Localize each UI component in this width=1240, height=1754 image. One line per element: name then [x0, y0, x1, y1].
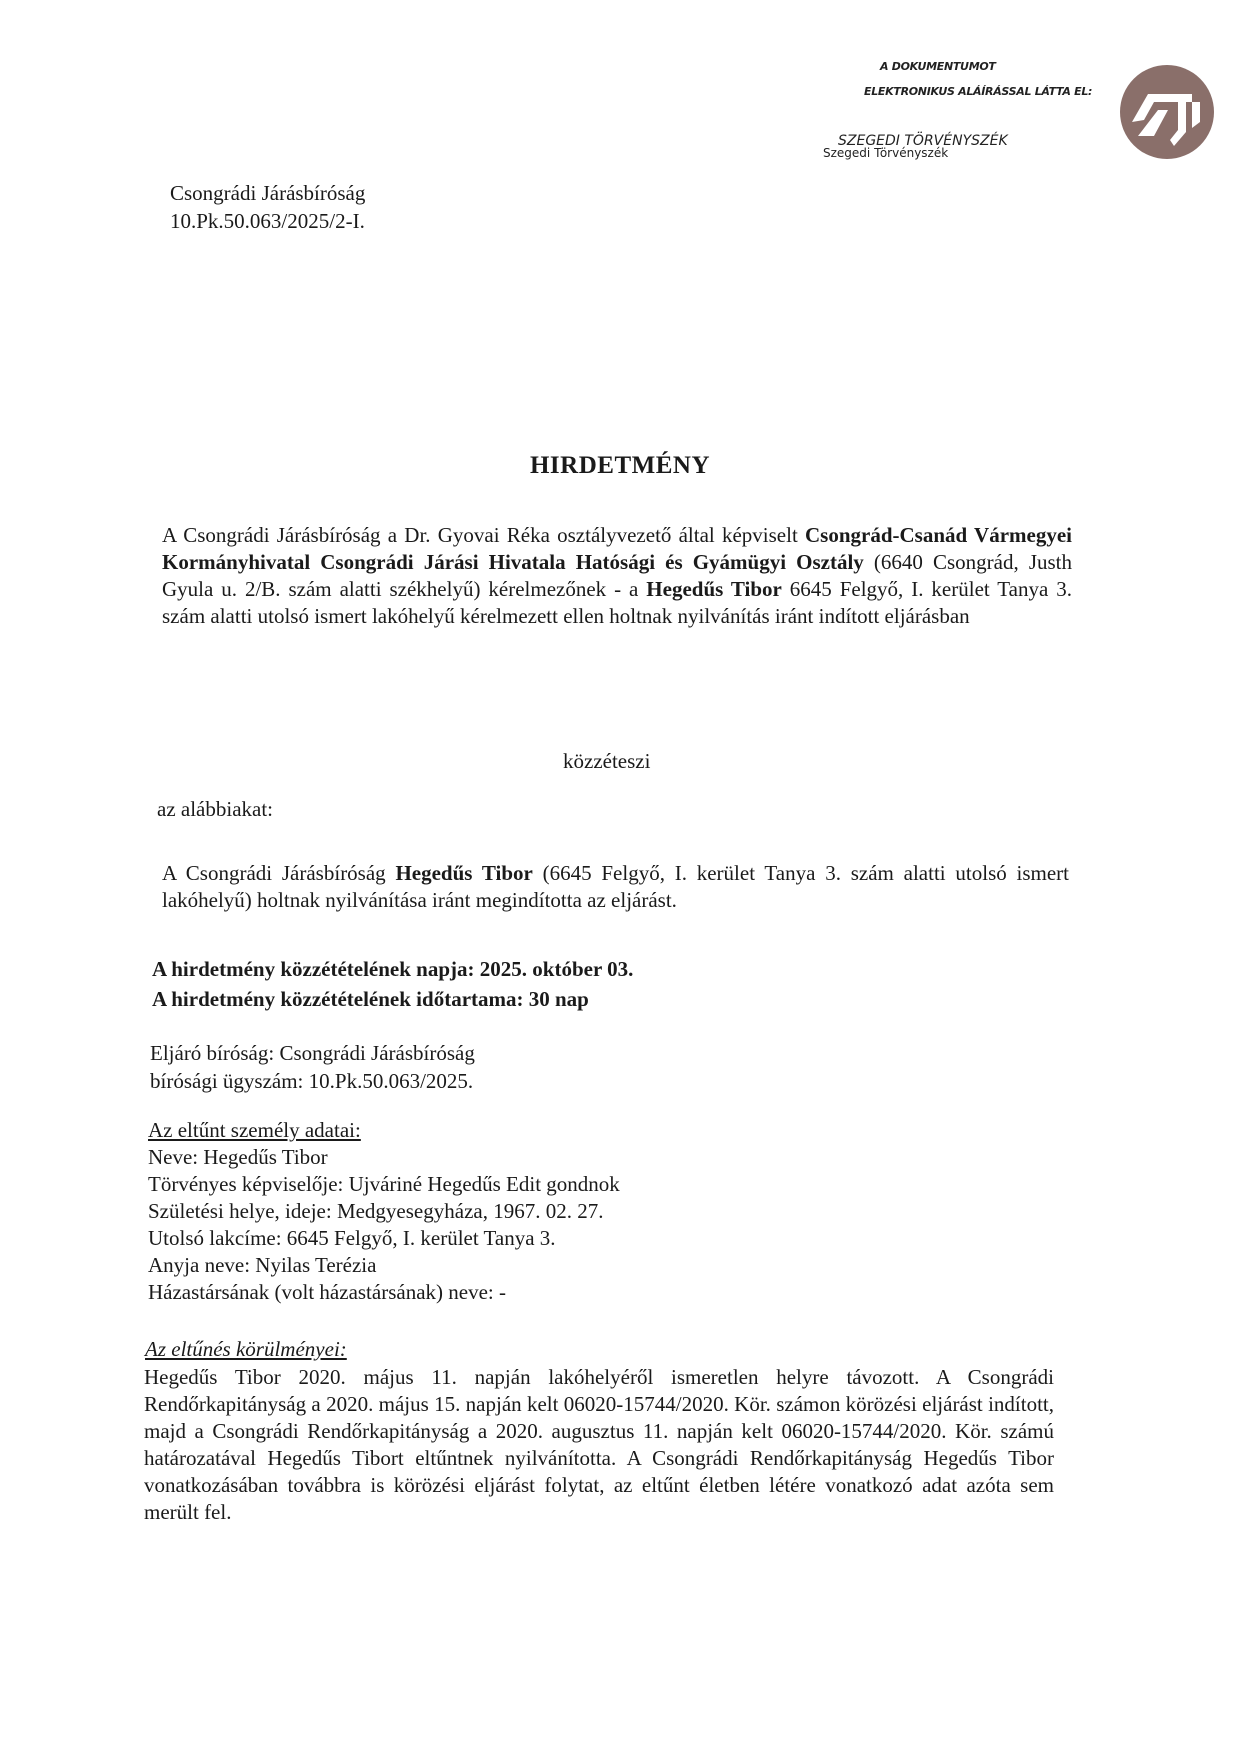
- intro-text-2: (6640 Csongrád, Justh Gyula u. 2/B. szám alatti székhelyű) kérelmezőnek - a: [162, 550, 1072, 601]
- person-birth: Születési helye, ideje: Medgyesegyháza, 1967. 02. 27.: [148, 1199, 604, 1223]
- person-mother: Anyja neve: Nyilas Terézia: [148, 1253, 377, 1277]
- person-spouse: Házastársának (volt házastársának) neve: -: [148, 1280, 506, 1304]
- stamp-court-lower: Szegedi Törvényszék: [823, 146, 949, 160]
- stamp-line-1: A DOKUMENTUMOT: [880, 60, 996, 73]
- announcement-person: Hegedűs Tibor: [395, 861, 533, 885]
- case-number: 10.Pk.50.063/2025/2-I.: [170, 209, 365, 233]
- person-heading: Az eltűnt személy adatai:: [148, 1118, 361, 1142]
- proceeding-case: bírósági ügyszám: 10.Pk.50.063/2025.: [150, 1069, 474, 1093]
- intro-text-1: A Csongrádi Járásbíróság a Dr. Gyovai Réka osztályvezető által képviselt: [162, 523, 805, 547]
- court-name: Csongrádi Járásbíróság: [170, 181, 366, 205]
- stamp-court-upper: SZEGEDI TÖRVÉNYSZÉK: [838, 133, 1008, 149]
- person-name: Neve: Hegedűs Tibor: [148, 1145, 328, 1169]
- announcement-text-2: (6645 Felgyő, I. kerület Tanya 3. szám alatti utolsó ismert lakóhelyű) holtnak nyilvánítása iránt megindította az eljárást.: [162, 861, 1069, 912]
- person-section: [148, 1117, 620, 1306]
- page-title: HIRDETMÉNY: [529, 452, 710, 479]
- intro-paragraph: [162, 522, 1072, 630]
- circumstances-text: Hegedűs Tibor 2020. május 11. napján lakóhelyéről ismeretlen helyre távozott. A Csongrádi Rendőrkapitányság a 2020. május 15. napján kelt 06020-15744/2020. Kör. számon körözési eljárást indított, majd a Csongrádi Rendőrkapitányság a 2020. augusztus 11. napján kelt 06020-15744/2020. Kör. számú határozatával Hegedűs Tibort eltűntnek nyilvánította. A Csongrádi Rendőrkapitányság Hegedűs Tibor vonatkozásában továbbra is körözési eljárást folytat, az eltűnt életben létére vonatkozó adat azóta sem merült fel.: [144, 1365, 1054, 1524]
- publication-duration: A hirdetmény közzétételének időtartama: 30 nap: [152, 987, 589, 1011]
- proceeding-court: Eljáró bíróság: Csongrádi Járásbíróság: [150, 1041, 475, 1065]
- following-label: az alábbiakat:: [157, 797, 274, 821]
- announcement-paragraph: [162, 860, 1069, 914]
- circumstances-heading: Az eltűnés körülményei:: [145, 1337, 347, 1361]
- court-logo-icon: [1118, 62, 1216, 162]
- stamp-line-2: ELEKTRONIKUS ALÁÍRÁSSAL LÁTTA EL:: [864, 85, 1093, 98]
- intro-person: Hegedűs Tibor: [646, 577, 782, 601]
- person-address: Utolsó lakcíme: 6645 Felgyő, I. kerület Tanya 3.: [148, 1226, 556, 1250]
- announcement-text-1: A Csongrádi Járásbíróság: [162, 861, 396, 885]
- publishes-label: közzéteszi: [563, 749, 651, 773]
- publication-date: A hirdetmény közzétételének napja: 2025. október 03.: [152, 957, 634, 981]
- person-representative: Törvényes képviselője: Ujváriné Hegedűs Edit gondnok: [148, 1172, 620, 1196]
- intro-text-3: 6645 Felgyő, I. kerület Tanya 3. szám alatti utolsó ismert lakóhelyű kérelmezett ellen holtnak nyilvánítás iránt indított eljárásban: [162, 577, 1072, 628]
- intro-authority: Csongrád-Csanád Vármegyei Kormányhivatal Csongrádi Járási Hivatala Hatósági és Gyámügyi Osztály: [162, 523, 1072, 574]
